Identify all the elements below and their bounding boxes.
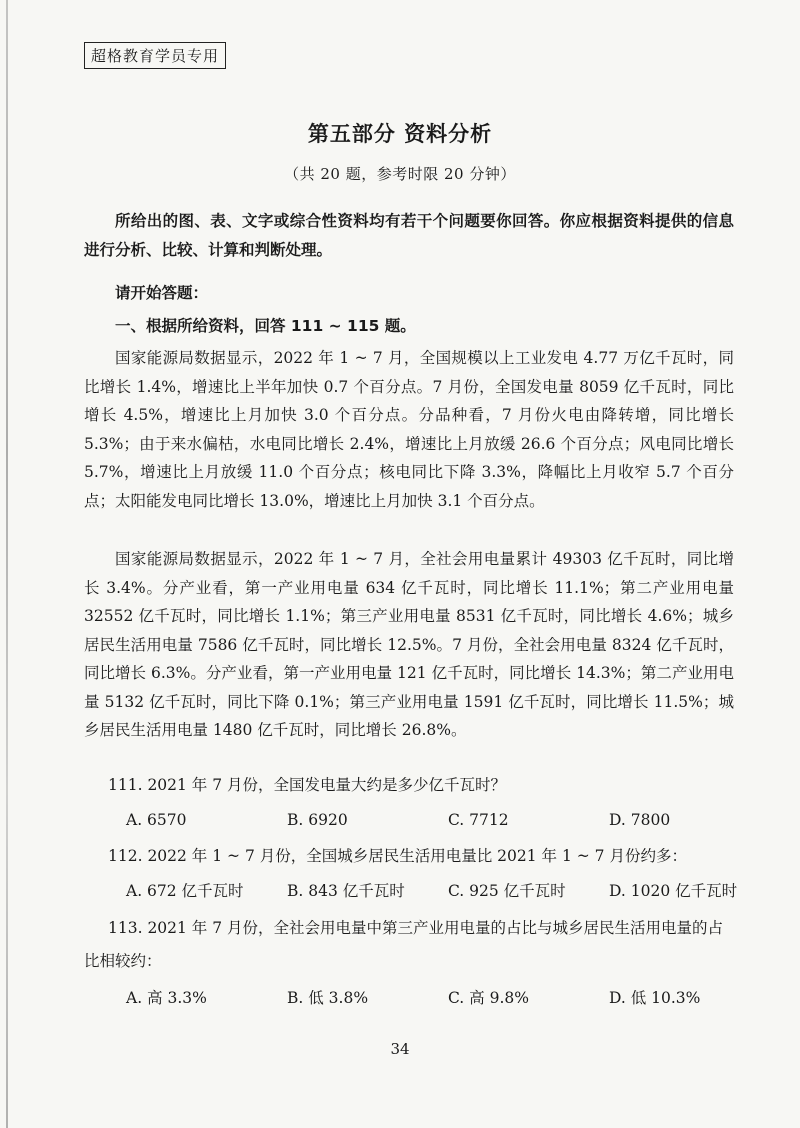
question-111-options bbox=[126, 811, 736, 829]
question-112-options bbox=[126, 879, 736, 901]
option-d[interactable]: D. 7800 bbox=[609, 811, 671, 829]
material-paragraph-2: 国家能源局数据显示，2022 年 1 ~ 7 月，全社会用电量累计 49303 亿千瓦时，同比增长 3.4%。分产业看，第一产业用电量 634 亿千瓦时，同比增长 11.1%；第二产业用电量 32552 亿千瓦时，同比增长 1.1%；第三产业用电量 8531 亿千瓦时，同比增长 4.6%；城乡居民生活用电量 7586 亿千瓦时，同比增长 12.5%。7 月份，全社会用电量 8324 亿千瓦时，同比增长 6.3%。分产业看，第一产业用电量 121 亿千瓦时，同比增长 14.3%；第二产业用电量 5132 亿千瓦时，同比下降 0.1%；第三产业用电量 1591 亿千瓦时，同比增长 11.5%；城乡居民生活用电量 1480 亿千瓦时，同比增长 26.8%。 bbox=[84, 550, 734, 739]
question-112-stem: 112. 2022 年 1 ~ 7 月份，全国城乡居民生活用电量比 2021 年 1 ~ 7 月份约多： bbox=[108, 847, 687, 865]
material-paragraph-1: 国家能源局数据显示，2022 年 1 ~ 7 月，全国规模以上工业发电 4.77 万亿千瓦时，同比增长 1.4%，增速比上半年加快 0.7 个百分点。7 月份，全国发电量 8059 亿千瓦时，同比增长 4.5%，增速比上月加快 3.0 个百分点。分品种看，7 月份火电由降转增，同比增长 5.3%；由于来水偏枯，水电同比增长 2.4%，增速比上月放缓 26.6 个百分点；风电同比增长 5.7%，增速比上月放缓 11.0 个百分点；核电同比下降 3.3%，降幅比上月收窄 5.7 个百分点；太阳能发电同比增长 13.0%，增速比上月加快 3.1 个百分点。 bbox=[84, 349, 734, 510]
option-a[interactable]: A. 高 3.3% bbox=[126, 989, 207, 1007]
page-title: 第五部分 资料分析 bbox=[307, 122, 493, 146]
question-113-stem: 113. 2021 年 7 月份，全社会用电量中第三产业用电量的占比与城乡居民生活用电量的占比相较约： bbox=[84, 919, 724, 970]
option-c[interactable]: C. 7712 bbox=[448, 811, 509, 829]
option-c[interactable]: C. 925 亿千瓦时 bbox=[448, 882, 566, 900]
option-a[interactable]: A. 6570 bbox=[126, 811, 187, 829]
option-d[interactable]: D. 1020 亿千瓦时 bbox=[609, 882, 738, 900]
stamp-label: 超格教育学员专用 bbox=[84, 42, 226, 69]
page-number: 34 bbox=[390, 1040, 410, 1058]
option-a[interactable]: A. 672 亿千瓦时 bbox=[126, 882, 244, 900]
option-b[interactable]: B. 843 亿千瓦时 bbox=[287, 882, 405, 900]
option-c[interactable]: C. 高 9.8% bbox=[448, 989, 529, 1007]
question-113-options bbox=[126, 986, 736, 1008]
option-b[interactable]: B. 6920 bbox=[287, 811, 348, 829]
section-heading: 一、根据所给资料，回答 111 ~ 115 题。 bbox=[115, 317, 416, 335]
start-label: 请开始答题： bbox=[115, 284, 209, 302]
page-subtitle: （共 20 题，参考时限 20 分钟） bbox=[284, 165, 516, 183]
option-b[interactable]: B. 低 3.8% bbox=[287, 989, 369, 1007]
question-111-stem: 111. 2021 年 7 月份，全国发电量大约是多少亿千瓦时？ bbox=[108, 776, 507, 794]
option-d[interactable]: D. 低 10.3% bbox=[609, 989, 701, 1007]
intro-paragraph: 所给出的图、表、文字或综合性资料均有若干个问题要你回答。你应根据资料提供的信息进行分析、比较、计算和判断处理。 bbox=[84, 212, 734, 259]
